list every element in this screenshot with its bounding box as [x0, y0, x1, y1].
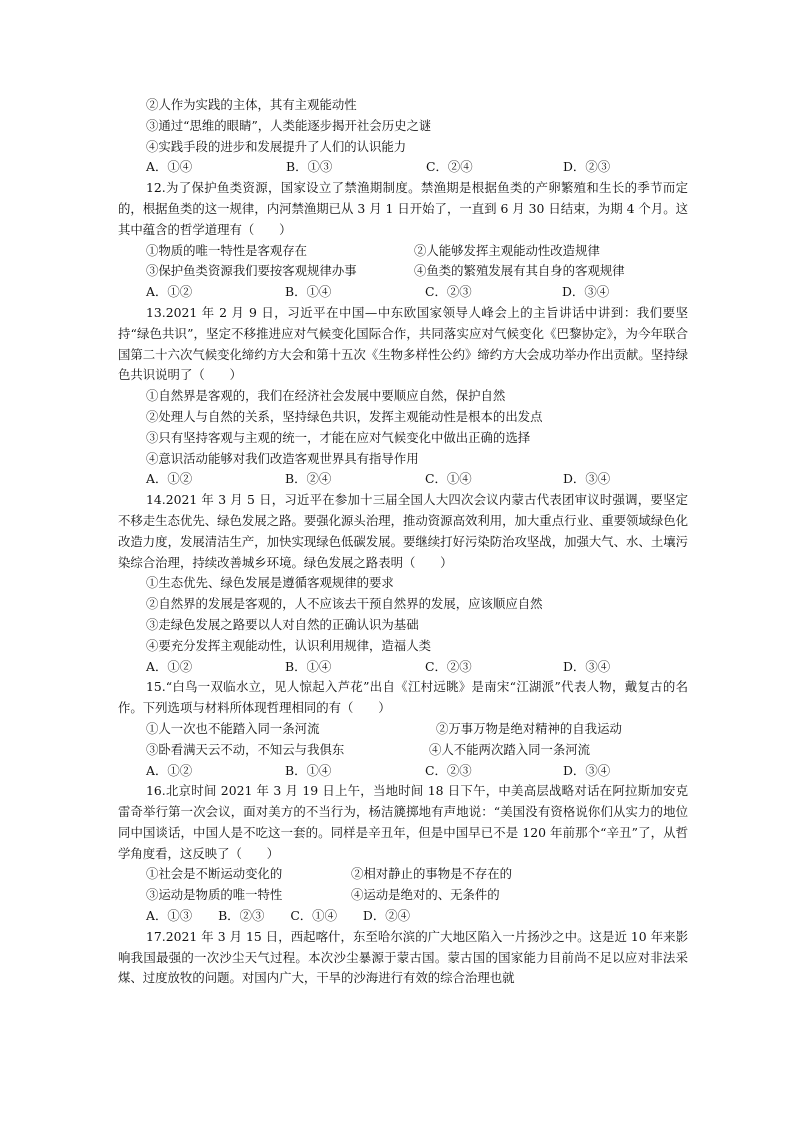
- q13-option-b[interactable]: B．②④: [285, 471, 332, 487]
- q13-item-1: ①自然界是客观的，我们在经济社会发展中要顺应自然，保护自然: [146, 388, 506, 404]
- q15-item-3: ③卧看满天云不动，不知云与我俱东: [146, 741, 345, 757]
- q13-item-2: ②处理人与自然的关系，坚持绿色共识，发挥主观能动性是根本的出发点: [146, 408, 543, 424]
- q11-item-3: ③通过“思维的眼睛”，人类能逐步揭开社会历史之谜: [146, 117, 432, 133]
- q15-item-2: ②万事万物是绝对精神的自我运动: [436, 720, 622, 736]
- q11-option-b[interactable]: B．①③: [286, 159, 333, 175]
- q14-option-a[interactable]: A．①②: [146, 658, 193, 674]
- q14-item-1: ①生态优先、绿色发展是遵循客观规律的要求: [146, 575, 394, 591]
- q16-items-row-1: [118, 864, 688, 885]
- q17-stem: 17.2021 年 3 月 15 日，西起喀什，东至哈尔滨的广大地区陷入一片扬沙之中。这是近 10 年来影响我国最强的一次沙尘天气过程。本次沙尘暴源于蒙古国。蒙古国的国家能力目前尚不足以应对非法采煤、过度放牧的问题。对国内广大，干旱的沙海进行有效的综合治理也就: [118, 928, 688, 986]
- q15-options: [118, 761, 688, 782]
- q16-item-1: ①社会是不断运动变化的: [146, 866, 283, 882]
- q14-option-d[interactable]: D．③④: [563, 658, 611, 674]
- q16-items-row-2: [118, 885, 688, 906]
- q12-stem: 12.为了保护鱼类资源，国家设立了禁渔期制度。禁渔期是根据鱼类的产卵繁殖和生长的季节而定的，根据鱼类的这一规律，内河禁渔期已从 3 月 1 日开始了，一直到 6 月 30 日结束，为期 4 个月。这其中蕴含的哲学道理有（ ）: [118, 180, 688, 237]
- q16-options: [118, 906, 688, 927]
- q11-item-2: ②人作为实践的主体，其有主观能动性: [146, 97, 357, 112]
- q16-item-2: ②相对静止的事物是不存在的: [351, 866, 513, 882]
- q13-option-d[interactable]: D．③④: [563, 471, 611, 487]
- q14-item-2: ②自然界的发展是客观的，人不应该去干预自然界的发展，应该顺应自然: [146, 596, 543, 612]
- q15-option-a[interactable]: A．①②: [146, 762, 193, 778]
- q13-option-c[interactable]: C．①④: [425, 471, 472, 487]
- q11-option-a[interactable]: A．①④: [146, 159, 193, 175]
- q16-option-c[interactable]: C．①④: [290, 908, 337, 924]
- q16-option-d[interactable]: D．②④: [362, 908, 411, 924]
- q12-item-1: ①物质的唯一特性是客观存在: [146, 242, 308, 258]
- q15-items-row-1: [118, 719, 688, 740]
- q14-stem: 14.2021 年 3 月 5 日，习近平在参加十三届全国人大四次会议内蒙古代表团审议时强调，要坚定不移走生态优先、绿色发展之路。要强化源头治理，推动资源高效利用，加大重点行业、重要领域绿色化改造力度，发展清洁生产，加快实现绿色低碳发展。要继续打好污染防治攻坚战，加强大气、水、土壤污染综合治理，持续改善城乡环境。绿色发展之路表明（ ）: [118, 492, 688, 570]
- q15-option-c[interactable]: C．②③: [425, 762, 472, 778]
- q11-option-c[interactable]: C．②④: [426, 159, 473, 175]
- q15-option-d[interactable]: D．③④: [563, 762, 611, 778]
- q15-item-4: ④人不能两次踏入同一条河流: [429, 741, 591, 757]
- q13-options: [118, 469, 688, 490]
- q16-stem: 16.北京时间 2021 年 3 月 19 日上午，当地时间 18 日下午，中美高层战略对话在阿拉斯加安克雷奇举行第一次会议，面对美方的不当行为，杨洁篪掷地有声地说：“美国没有资格说你们从实力的地位同中国谈话，中国人是不吃这一套的。同样是辛丑年，但是中国早已不是 120 年前那个“辛丑”了，从哲学角度看，这反映了（ ）: [118, 783, 688, 861]
- q12-items-row-2: [118, 261, 688, 282]
- q12-options: [118, 282, 688, 303]
- q13-item-3: ③只有坚持客观与主观的统一，才能在应对气候变化中做出正确的选择: [146, 429, 531, 445]
- q11-option-d[interactable]: D．②③: [563, 159, 611, 175]
- q13-option-a[interactable]: A．①②: [146, 471, 193, 487]
- q14-option-c[interactable]: C．②③: [425, 658, 472, 674]
- q11-options: [118, 157, 688, 178]
- q14-item-3: ③走绿色发展之路要以人对自然的正确认识为基础: [146, 616, 419, 632]
- q12-item-2: ②人能够发挥主观能动性改造规律: [414, 242, 600, 258]
- q15-items-row-2: [118, 740, 688, 761]
- exam-page: [118, 95, 688, 989]
- q12-option-a[interactable]: A．①②: [146, 284, 193, 300]
- q14-options: [118, 657, 688, 678]
- q12-item-4: ④鱼类的繁殖发展有其自身的客观规律: [414, 263, 625, 279]
- q14-option-b[interactable]: B．①④: [285, 658, 332, 674]
- q15-item-1: ①人一次也不能踏入同一条河流: [146, 720, 320, 736]
- q13-item-4: ④意识活动能够对我们改造客观世界具有指导作用: [146, 450, 419, 466]
- q12-option-b[interactable]: B．①④: [285, 284, 332, 300]
- q14-item-4: ④要充分发挥主观能动性，认识利用规律，造福人类: [146, 637, 431, 653]
- q16-option-a[interactable]: A．①③: [146, 908, 193, 924]
- q11-item-4: ④实践手段的进步和发展提升了人们的认识能力: [146, 138, 407, 154]
- q13-stem: 13.2021 年 2 月 9 日，习近平在中国—中东欧国家领导人峰会上的主旨讲话中讲到：我们要坚持“绿色共识”，坚定不移推进应对气候变化国际合作，共同落实应对气候变化《巴黎协定》，为今年联合国第二十六次气候变化缔约方大会和第十五次《生物多样性公约》缔约方大会成功举办作出贡献。坚持绿色共识说明了（ ）: [118, 304, 688, 383]
- q15-stem: 15.“白鸟一双临水立，见人惊起入芦花”出自《江村远眺》是南宋“江湖派”代表人物，戴复古的名作。下列选项与材料所体现哲理相同的有（ ）: [118, 679, 688, 716]
- q12-item-3: ③保护鱼类资源我们要按客观规律办事: [146, 263, 357, 279]
- q16-item-3: ③运动是物质的唯一特性: [146, 887, 283, 903]
- q15-option-b[interactable]: B．①④: [285, 762, 332, 778]
- q12-option-d[interactable]: D．③④: [562, 284, 610, 300]
- q16-option-b[interactable]: B．②③: [218, 908, 265, 924]
- q12-option-c[interactable]: C．②③: [425, 284, 472, 300]
- q16-item-4: ④运动是绝对的、无条件的: [351, 887, 500, 903]
- q12-items-row-1: [118, 241, 688, 262]
